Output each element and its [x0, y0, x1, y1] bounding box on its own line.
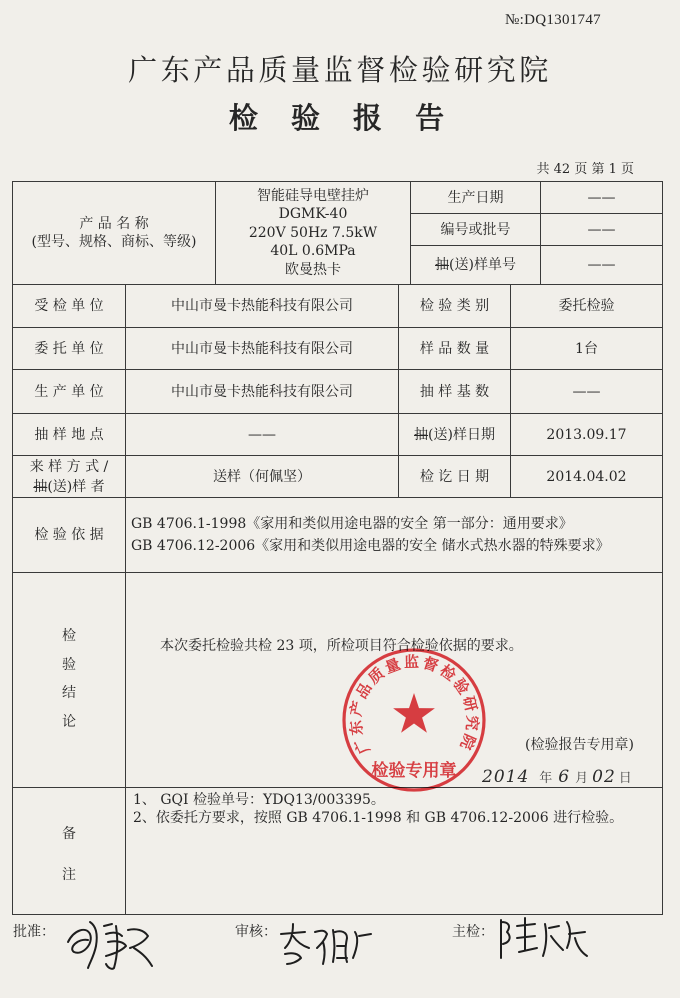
date-day: 02 [592, 767, 616, 787]
inspector-signature [495, 914, 590, 962]
inspection-type-value: 委托检验 [511, 285, 663, 328]
remarks-item: 1、 GQI 检验单号：YDQ13/003395。 [133, 792, 385, 808]
sample-method-value: 送样（何佩坚） [126, 456, 399, 498]
batch-number-label: 编号或批号 [411, 214, 541, 246]
inspected-unit-value: 中山市曼卡热能科技有限公司 [126, 285, 399, 328]
product-brand: 欧曼热卡 [285, 261, 341, 278]
remarks-list [133, 791, 623, 827]
sample-method-label: 来 样 方 式 / [29, 458, 109, 475]
date-month: 6 [558, 767, 571, 787]
conclusion-label-char: 检 [62, 628, 76, 644]
product-model: DGMK-40 [278, 206, 348, 223]
production-date-value: —— [541, 182, 663, 214]
report-table [12, 181, 663, 915]
sample-quantity-label: 样 品 数 量 [399, 328, 511, 370]
inspection-type-label: 检 验 类 别 [399, 285, 511, 328]
conclusion-label-char: 论 [62, 713, 76, 730]
sampling-place-label: 抽 样 地 点 [13, 414, 126, 456]
sampling-date-label-rest: (送)样日期 [428, 426, 495, 443]
sample-order-value: —— [541, 246, 663, 285]
basis-standard: GB 4706.1-1998《家用和类似用途电器的安全 第一部分：通用要求》 [131, 516, 573, 532]
report-number: №:DQ1301747 [505, 12, 601, 28]
remarks-label [13, 814, 125, 896]
seal-center-text: 检验专用章 [371, 761, 457, 781]
product-spec-electrical: 220V 50Hz 7.5kW [248, 224, 378, 241]
sampler-label-rest: (送)样 者 [47, 478, 105, 495]
manufacturer-value: 中山市曼卡热能科技有限公司 [126, 370, 399, 414]
page-info: 共 42 页 第 1 页 [536, 162, 634, 177]
sample-order-label-cell [411, 246, 541, 285]
manufacturer-label: 生 产 单 位 [13, 370, 126, 414]
product-spec-capacity: 40L 0.6MPa [270, 243, 356, 260]
sampling-date-value: 2013.09.17 [511, 414, 663, 456]
date-year: 2014 [482, 767, 530, 787]
remarks-item: 2、依委托方要求，按照 GB 4706.1-1998 和 GB 4706.12-2006 进行检验。 [133, 810, 624, 826]
sampler-label [33, 477, 104, 497]
inspected-unit-label: 受 检 单 位 [13, 285, 126, 328]
inspection-seal [339, 645, 489, 795]
client-unit-value: 中山市曼卡热能科技有限公司 [126, 328, 399, 370]
approver-signature [60, 912, 160, 972]
review-label: 审核： [235, 924, 277, 940]
seal-star-icon [393, 693, 435, 733]
remarks-content [126, 788, 663, 915]
date-day-unit: 日 [618, 771, 632, 786]
batch-number-value: —— [541, 214, 663, 246]
sampling-date-label-cell [399, 414, 511, 456]
inspection-basis-label: 检 验 依 据 [13, 498, 126, 573]
conclusion-label-cell [13, 573, 126, 788]
approve-label: 批准： [13, 924, 55, 940]
conclusion-label [13, 622, 125, 736]
seal-caption: (检验报告专用章) [525, 737, 634, 753]
product-name-label-note: (型号、规格、商标、等级) [31, 234, 197, 250]
conclusion-label-char: 验 [62, 656, 76, 673]
date-year-unit: 年 [539, 771, 553, 786]
completion-date-label: 检 讫 日 期 [399, 456, 511, 498]
product-details-cell [216, 182, 411, 285]
remarks-label-char: 注 [62, 867, 76, 883]
seal-date [482, 766, 632, 790]
sample-order-label [435, 256, 516, 274]
sampling-base-label: 抽 样 基 数 [399, 370, 511, 414]
completion-date-value: 2014.04.02 [511, 456, 663, 498]
sample-quantity-value: 1台 [511, 328, 663, 370]
product-name-label-cell [13, 182, 216, 285]
conclusion-text: 本次委托检验共检 23 项，所检项目符合检验依据的要求。 [160, 638, 523, 654]
sample-order-label-rest: (送)样单号 [449, 257, 516, 273]
product-name: 智能硅导电壁挂炉 [257, 187, 369, 204]
product-name-label: 产 品 名 称 [79, 216, 149, 232]
sampling-date-label [414, 426, 495, 444]
seal-ring-textpath: 广东产品质量监督检验研究院 [346, 652, 482, 757]
struck-char: 抽 [435, 257, 450, 273]
institute-name: 广东产品质量监督检验研究院 [128, 53, 552, 87]
struck-char: 抽 [33, 478, 48, 495]
reviewer-signature [275, 918, 375, 970]
inspection-basis-content [126, 498, 663, 573]
conclusion-label-char: 结 [62, 685, 76, 701]
remarks-label-cell [13, 788, 126, 915]
client-unit-label: 委 托 单 位 [13, 328, 126, 370]
sampling-base-value: —— [511, 370, 663, 414]
sample-method-label-cell [13, 456, 126, 498]
remarks-label-char: 备 [62, 826, 76, 842]
production-date-label: 生产日期 [411, 182, 541, 214]
inspector-label: 主检： [452, 924, 494, 940]
report-title: 检 验 报 告 [228, 101, 452, 135]
sampling-place-value: —— [126, 414, 399, 456]
basis-standard: GB 4706.12-2006《家用和类似用途电器的安全 储水式热水器的特殊要求》 [131, 538, 610, 554]
date-month-unit: 月 [575, 771, 589, 786]
struck-char: 抽 [414, 426, 429, 443]
